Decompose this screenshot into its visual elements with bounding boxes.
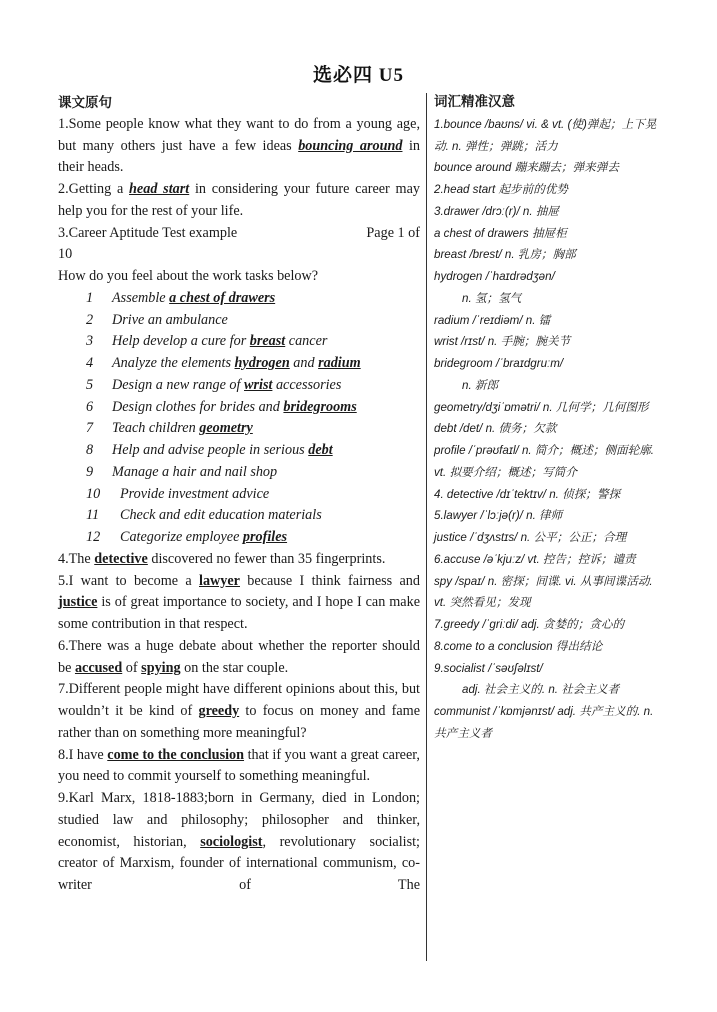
text: Help and advise people in serious: [112, 442, 309, 458]
item-number: 10: [86, 485, 101, 502]
item-number: 5: [86, 376, 94, 393]
item-number: 11: [86, 507, 100, 524]
keyword: profiles: [242, 529, 288, 545]
vocab-entry: spy /spaɪ/ n. 密探；间谍. vi. 从事间谍活动. vt. 突然看见；发现: [434, 574, 653, 610]
list-item: [58, 353, 420, 375]
question-line: How do you feel about the work tasks below?: [58, 268, 319, 284]
list-item: [58, 505, 420, 527]
text: 10: [58, 246, 73, 263]
list-item: [58, 527, 420, 549]
text: Provide investment advice: [120, 485, 270, 502]
vocab-entry: breast /brest/ n. 乳房；胸部: [434, 248, 576, 262]
item-number: 9: [86, 463, 94, 480]
list-item: [58, 288, 420, 310]
vocab-entry: 3.drawer /drɔː(r)/ n. 抽屉: [434, 204, 559, 218]
text: Design a new range of: [112, 376, 245, 393]
sentence-4: [58, 549, 420, 571]
sentence-3-cont: [58, 244, 420, 266]
keyword: head start: [129, 181, 190, 197]
column-divider: [426, 93, 427, 961]
keyword: debt: [308, 442, 333, 458]
keyword: geometry: [199, 420, 253, 437]
list-item: [58, 418, 420, 440]
item-number: 6: [86, 398, 94, 415]
right-heading: 词汇精准汉意: [434, 94, 515, 110]
keyword: greedy: [198, 703, 240, 719]
vocab-entry: 8.come to a conclusion 得出结论: [434, 639, 603, 653]
vocab-entry: debt /det/ n. 债务；欠款: [434, 422, 557, 436]
text: 7.Different people might have different opinions about this, but wouldn’t it be kind of: [58, 681, 420, 719]
list-item: [58, 462, 420, 484]
vocab-entry: a chest of drawers 抽屉柜: [434, 226, 567, 240]
vocab-entry: 4. detective /dɪˈtektɪv/ n. 侦探；警探: [434, 487, 621, 501]
vocab-entry: 1.bounce /baʊns/ vi. & vt. (使)弹起；上下晃动. n. 弹性；弹跳；活力: [434, 117, 657, 153]
keyword: radium: [318, 355, 361, 371]
vocab-entry: bridegroom /ˈbraɪdɡruːm/: [434, 357, 564, 370]
list-item: [58, 397, 420, 419]
sentence-6: [58, 636, 420, 680]
text: in their heads.: [58, 137, 420, 176]
keyword: bouncing around: [298, 137, 403, 154]
vocab-entry: 2.head start 起步前的优势: [434, 183, 569, 196]
vocab-entry: wrist /rɪst/ n. 手腕；腕关节: [434, 335, 571, 349]
sentence-7: [58, 679, 420, 744]
text: accessories: [272, 376, 342, 393]
keyword: wrist: [244, 376, 273, 393]
keyword: spying: [141, 659, 181, 676]
keyword: detective: [94, 550, 148, 567]
sentence-5: [58, 571, 420, 636]
text: to focus on money and fame rather than on something more meaningful?: [58, 703, 420, 741]
left-heading: 课文原句: [58, 95, 112, 110]
vocab-entry: 7.greedy /ˈɡriːdi/ adj. 贪婪的；贪心的: [434, 618, 625, 631]
keyword: hydrogen: [234, 355, 290, 371]
vocab-entry: adj. 社会主义的. n. 社会主义者: [462, 683, 620, 697]
original-sentences-column: [58, 92, 420, 897]
vocab-entry: bounce around 蹦来蹦去；弹来弹去: [434, 161, 619, 175]
page-label: Page 1 of: [366, 224, 420, 241]
sentence-2: [58, 179, 420, 223]
page-title: 选必四 U5: [313, 65, 404, 86]
text: Manage a hair and nail shop: [112, 463, 278, 480]
vocab-entry: 5.lawyer /ˈlɔːjə(r)/ n. 律师: [434, 509, 563, 523]
vocab-entry: justice /ˈdʒʌstɪs/ n. 公平；公正；合理: [434, 531, 627, 544]
sentence-8: [58, 745, 420, 789]
text: discovered no fewer than 35 fingerprints.: [147, 550, 386, 567]
text: on the star couple.: [180, 659, 289, 676]
keyword: bridegrooms: [283, 398, 357, 415]
text: 5.I want to become a: [58, 572, 199, 589]
vocab-entry: n. 新郎: [462, 378, 499, 392]
keyword: justice: [58, 594, 98, 611]
item-number: 2: [86, 311, 94, 328]
text: that if you want a great career, you need to commit yourself to something meaningful.: [58, 746, 420, 785]
text: 1.Some people know what they want to do from a young age, but many others just have a few ideas: [58, 115, 420, 154]
item-number: 12: [86, 529, 101, 545]
text: 8.I have: [58, 746, 108, 763]
vocab-entry: 6.accuse /əˈkjuːz/ vt. 控告；控诉；谴责: [434, 552, 636, 566]
keyword: come to the conclusion: [107, 746, 245, 763]
sentence-1: [58, 114, 420, 179]
vocab-entry: hydrogen /ˈhaɪdrədʒən/: [434, 270, 555, 283]
list-item: [58, 310, 420, 332]
text: Design clothes for brides and: [112, 398, 284, 415]
text: 2.Getting a: [58, 181, 130, 197]
text: , revolutionary socialist; creator of Marxism, founder of international communism, co-writer of The: [58, 833, 420, 893]
text: Categorize employee: [120, 529, 243, 545]
text: 9.Karl Marx, 1818-1883;born in Germany, died in London; studied law and philosophy; philosopher and thinker, economist, historian,: [58, 790, 420, 850]
keyword: sociologist: [200, 833, 263, 850]
item-number: 4: [86, 355, 94, 371]
list-item: [58, 375, 420, 397]
keyword: a chest of drawers: [169, 289, 276, 306]
text: is of great importance to society, and I hope I can make some contribution in that respect.: [58, 594, 420, 632]
text: because I think fairness and: [239, 572, 420, 589]
text: 6.There was a huge debate about whether the reporter should be: [58, 637, 420, 676]
text: in considering your future career may help you for the rest of your life.: [58, 181, 420, 219]
text: cancer: [285, 333, 328, 350]
list-item: [58, 440, 420, 462]
text: and: [289, 355, 319, 371]
vocab-entry: profile /ˈprəʊfaɪl/ n. 简介；概述；侧面轮廓. vt. 拟要介绍；概述；写简介: [434, 444, 655, 479]
keyword: breast: [249, 333, 286, 350]
text: Help develop a cure for: [112, 333, 250, 350]
sentence-9: [58, 788, 420, 897]
text: 4.The: [58, 550, 95, 567]
keyword: lawyer: [199, 572, 240, 589]
vocab-entry: geometry/dʒiˈɒmətri/ n. 几何学；几何图形: [434, 400, 649, 414]
sentence-3: [58, 223, 420, 245]
list-item: [58, 331, 420, 353]
item-number: 7: [86, 420, 94, 437]
keyword: accused: [74, 659, 123, 676]
text: 3.Career Aptitude Test example: [58, 224, 238, 241]
text: of: [122, 659, 142, 676]
item-number: 1: [86, 289, 94, 306]
text: Teach children: [112, 420, 200, 437]
vocab-entry: radium /ˈreɪdiəm/ n. 镭: [434, 313, 551, 327]
vocab-entry: communist /ˈkɒmjənɪst/ adj. 共产主义的. n. 共产主义者: [434, 705, 654, 740]
text: Assemble: [112, 289, 170, 306]
vocab-entry: 9.socialist /ˈsəʊʃəlɪst/: [434, 661, 543, 675]
vocabulary-column: [434, 92, 664, 745]
text: Drive an ambulance: [112, 311, 228, 328]
item-number: 8: [86, 442, 94, 458]
vocab-entry: n. 氢；氢气: [462, 291, 522, 305]
text: Analyze the elements: [112, 355, 235, 371]
task-list: [58, 288, 420, 549]
text: Check and edit education materials: [120, 507, 322, 524]
item-number: 3: [86, 333, 94, 350]
list-item: [58, 484, 420, 506]
